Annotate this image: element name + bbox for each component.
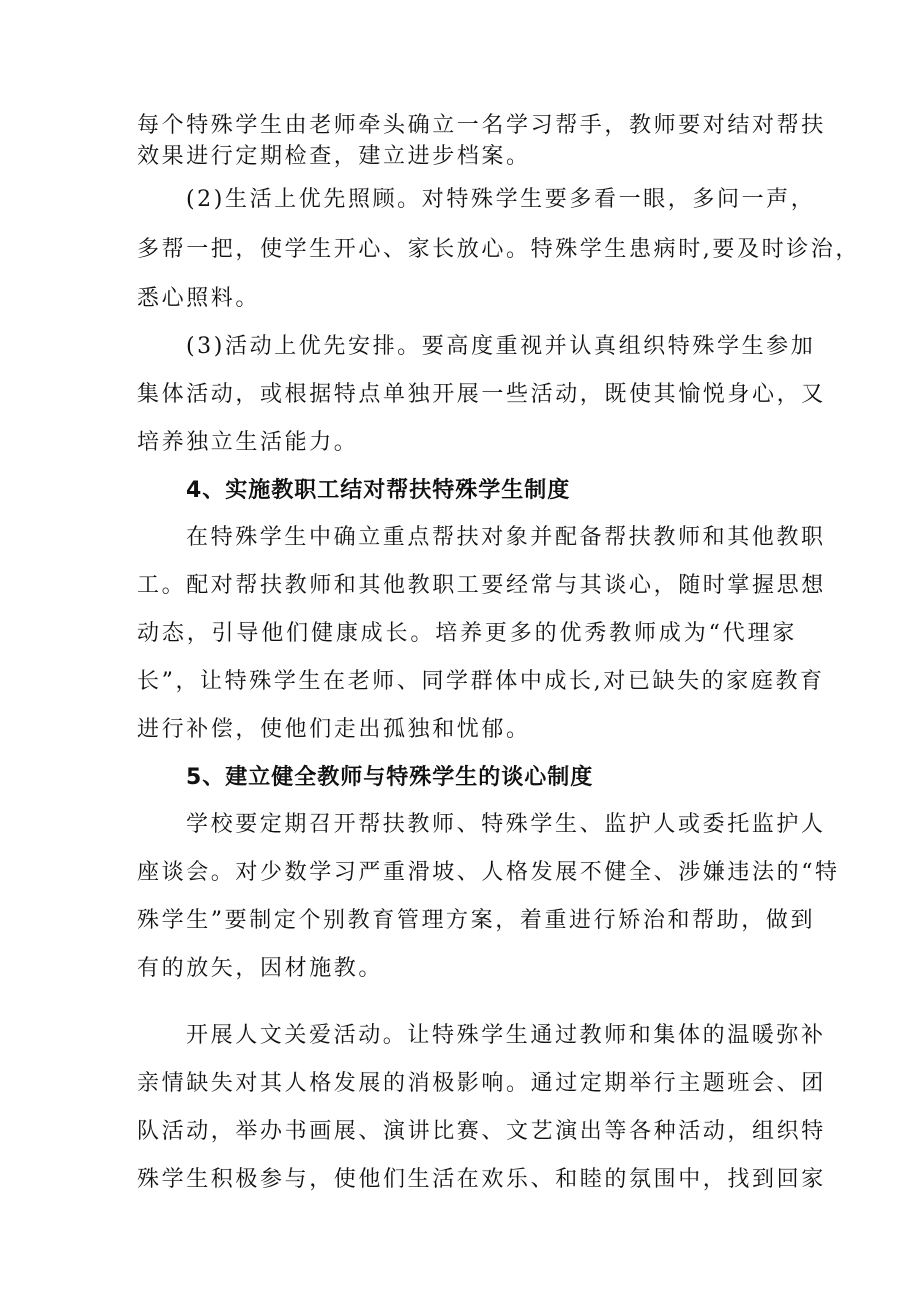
paragraph-line: 每个特殊学生由老师牵头确立一名学习帮手，教师要对结对帮扶	[137, 113, 826, 138]
paragraph-line: 悉心照料。	[137, 286, 261, 311]
paragraph-line: 亲情缺失对其人格发展的消极影响。通过定期举行主题班会、团	[137, 1071, 826, 1096]
paragraph-line: 有的放矢，因材施教。	[137, 956, 384, 981]
paragraph-line: 在特殊学生中确立重点帮扶对象并配备帮扶教师和其他教职	[186, 525, 826, 550]
paragraph-line: 效果进行定期检查，建立进步档案。	[137, 144, 531, 169]
section-heading: 5、建立健全教师与特殊学生的谈心制度	[186, 765, 594, 790]
paragraph-line: 培养独立生活能力。	[137, 430, 359, 455]
paragraph-line: (3)活动上优先安排。要高度重视并认真组织特殊学生参加	[186, 334, 816, 359]
paragraph-line: 殊学生”要制定个别教育管理方案，着重进行矫治和帮助，做到	[137, 908, 816, 933]
paragraph-line: 多帮一把，使学生开心、家长放心。特殊学生患病时,要及时诊治，	[137, 237, 860, 262]
paragraph-line: 动态，引导他们健康成长。培养更多的优秀教师成为“代理家	[137, 621, 797, 646]
paragraph-line: 开展人文关爱活动。让特殊学生通过教师和集体的温暖弥补	[186, 1023, 826, 1048]
paragraph-line: 殊学生积极参与，使他们生活在欢乐、和睦的氛围中，找到回家	[137, 1167, 826, 1192]
paragraph-line: 集体活动，或根据特点单独开展一些活动，既使其愉悦身心，又	[137, 382, 826, 407]
paragraph-line: 长”，让特殊学生在老师、同学群体中成长,对已缺失的家庭教育	[137, 669, 825, 694]
section-heading: 4、实施教职工结对帮扶特殊学生制度	[186, 478, 571, 503]
paragraph-line: 学校要定期召开帮扶教师、特殊学生、监护人或委托监护人	[186, 812, 826, 837]
paragraph-line: 进行补偿，使他们走出孤独和忧郁。	[137, 717, 531, 742]
paragraph-line: (2)生活上优先照顾。对特殊学生要多看一眼，多问一声，	[186, 187, 816, 212]
paragraph-line: 队活动，举办书画展、演讲比赛、文艺演出等各种活动，组织特	[137, 1119, 826, 1144]
paragraph-line: 工。配对帮扶教师和其他教职工要经常与其谈心，随时掌握思想	[137, 573, 826, 598]
paragraph-line: 座谈会。对少数学习严重滑坡、人格发展不健全、涉嫌违法的“特	[137, 860, 840, 885]
